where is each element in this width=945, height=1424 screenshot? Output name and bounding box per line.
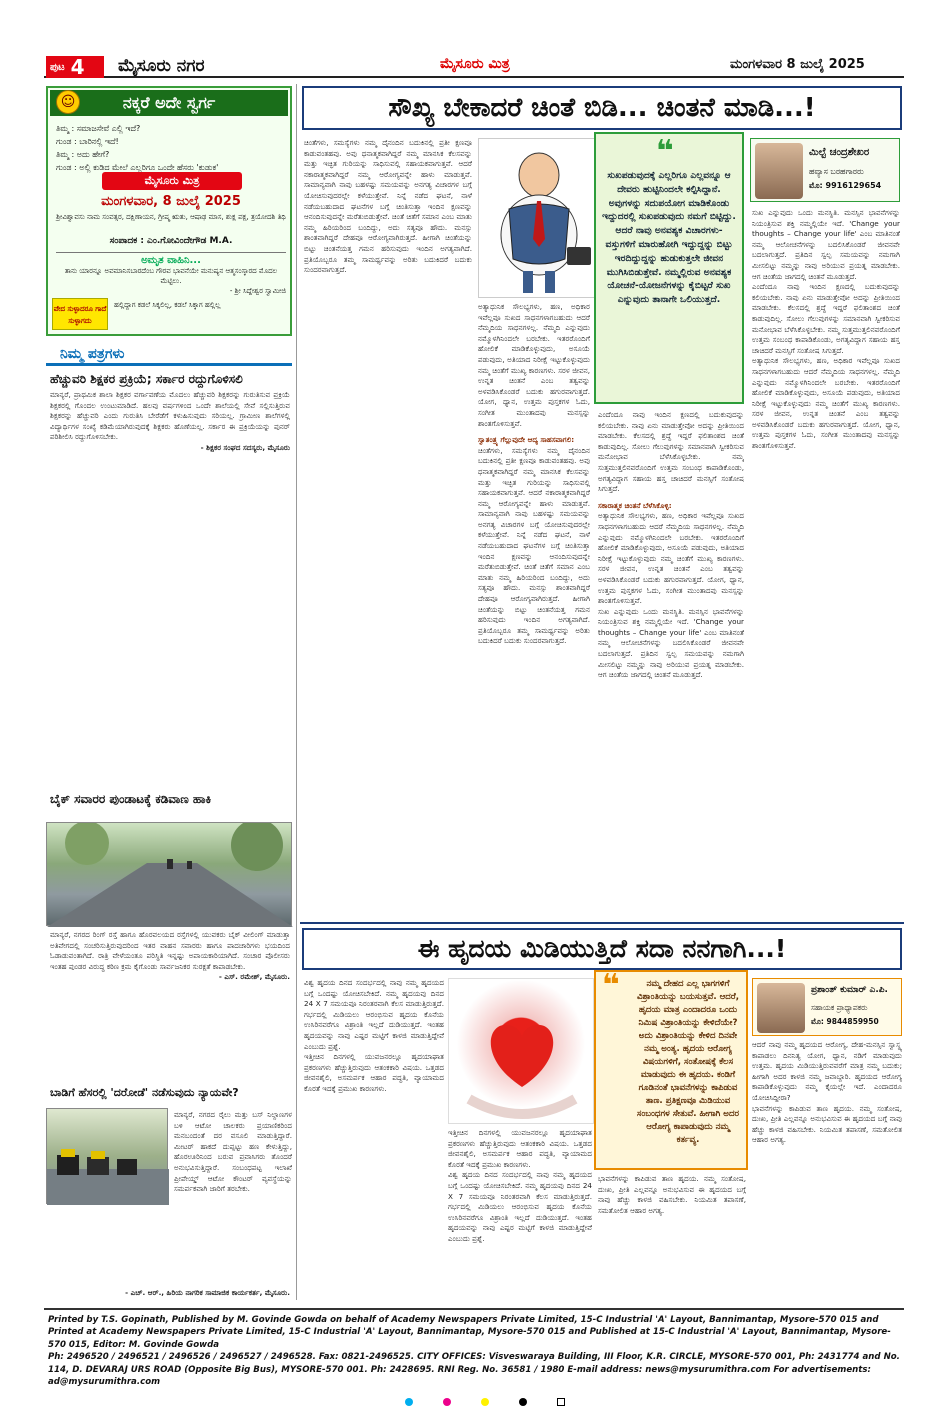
veda-box: ವೇದ ಸುಳ್ಳಾದರೂ ಗಾದೆ ಸುಳ್ಳಾಗದು — [52, 298, 108, 330]
smiley-icon: ☺ — [56, 90, 80, 114]
author-avatar — [757, 983, 805, 1033]
author-role: ಸಹಾಯಕ ಪ್ರಾಧ್ಯಾಪಕರು — [811, 1003, 868, 1012]
heart-image — [448, 978, 594, 1124]
joke-line: ಗುಂಡ : ಬಾರಿನಲ್ಲಿ ಇದೆ! — [56, 137, 119, 146]
article1-col3 — [598, 410, 744, 918]
author-card-1 — [750, 138, 900, 202]
letter-2 — [50, 792, 290, 807]
amrut-text — [56, 266, 286, 296]
author-name: ಮಿಲ್ಟೆ ಚಂದ್ರಶೇಖರ — [809, 147, 870, 158]
letter-body: ಮಾನ್ಯರೆ, ನಗರದ ರಿಂಗ್ ರಸ್ತೆ ಹಾಗೂ ಹೊರವಲಯದ ರಸ್ತೆಗಳಲ್ಲಿ ಯುವಕರು ಬೈಕ್ ವೀಲಿಂಗ್ ಮಾಡುತ್ತಾ ಅತಿವೇಗದಲ್ಲಿ ಸಂಚರಿಸುತ್ತಿರುವುದರಿಂದ ಇತರ ವಾಹನ ಸವಾರರು ಹಾಗೂ ಪಾದಚಾರಿಗಳು ಭಯದಿಂದ ಓಡಾಡುವಂತಾಗಿದೆ. ರಾತ್ರಿ ವೇಳೆಯಂತೂ ಪರಿಸ್ಥಿತಿ ಇನ್ನಷ್ಟು ಅಪಾಯಕಾರಿಯಾಗಿದೆ. ಸಂಚಾರ ಪೊಲೀಸರು ಇಂತಹ ಪುಂಡರ ವಿರುದ್ಧ ಕಠಿಣ ಕ್ರಮ ಕೈಗೊಂಡು ಸಾರ್ವಜನಿಕರ ಸುರಕ್ಷತೆ ಕಾಪಾಡಬೇಕು. — [50, 930, 290, 971]
page-label: ಪುಟ — [50, 61, 65, 73]
contacts: Ph: 2496520 / 2496521 / 2496526 / 2496527 / 2496528. Fax: 0821-2496525. CITY OFFICES: Visveswaraya Building, III Floor, K.R. CIRCLE, MYSORE-570 001, Ph: 2431774 and No. 114, D. DEVARAJ URS ROAD (Opposite Big Bus), MYSORE-570 001. Ph: 2428695. RNI Reg. No. 36581 / 1980 E-mail address: news@mysurumithra.com For advertisements: ad@mysurumithra.com — [48, 1352, 900, 1388]
cartoon-art — [479, 139, 599, 299]
letter-3-text-col — [174, 1110, 292, 1195]
article1-subhead: ಸ್ವಾತಂತ್ರ್ಯ ಗೆಲ್ಲುವುದೇ ಆದ್ಯ ಸಾಹಸವಾಗಲಿ: — [478, 435, 575, 445]
article2-body: ಆದರೆ ನಾವು ನಮ್ಮ ಹೃದಯದ ಆರೋಗ್ಯ, ದೇಹ-ಮನಸ್ಸಿನ ಸ್ವಾಸ್ಥ್ಯ ಕಾಪಾಡಲು ದಿನನಿತ್ಯ ಯೋಗ, ಧ್ಯಾನ, ನಡಿಗೆ ಮಾಡುವುದು ಉತ್ತಮ. ಹೃದಯ ಮಿಡಿಯುತ್ತಿರುವವರೆಗೆ ಮಾತ್ರ ನಮ್ಮ ಬದುಕು; ಹೀಗಾಗಿ ಅದರ ಕಾಳಜಿ ನಮ್ಮ ಜವಾಬ್ದಾರಿ. ಹೃದಯದ ಆರೋಗ್ಯ ಕಾಪಾಡಿಕೊಳ್ಳುವುದು ನಮ್ಮ ಕೈಯಲ್ಲೇ ಇದೆ. ಎಂದಾದರೂ ಯೋಚಿಸಿದ್ದೀರಾ? — [752, 1040, 902, 1102]
author-avatar — [755, 143, 803, 199]
editor-line: ಸಂಪಾದಕ : ಎಂ.ಗೋವಿಂದೇಗೌಡ M.A. — [109, 236, 233, 246]
article2-body: ಇತ್ತೀಚಿನ ದಿನಗಳಲ್ಲಿ ಯುವಜನರಲ್ಲೂ ಹೃದಯಾಘಾತ ಪ್ರಕರಣಗಳು ಹೆಚ್ಚುತ್ತಿರುವುದು ಆತಂಕಕಾರಿ ವಿಷಯ. ಒತ್ತಡದ ಜೀವನಶೈಲಿ, ಅಸಮರ್ಪಕ ಆಹಾರ ಪದ್ಧತಿ, ವ್ಯಾಯಾಮದ ಕೊರತೆ ಇದಕ್ಕೆ ಪ್ರಮುಖ ಕಾರಣಗಳು. — [448, 1128, 592, 1169]
quote-icon: ❝ — [602, 968, 620, 1003]
article1-subhead: ಸಕಾರಾತ್ಮಕ ಚಿಂತನೆ ಬೆಳೆಸಿಕೊಳ್ಳಿ: — [598, 500, 672, 510]
nakkare-title: ನಕ್ಕರೆ ಅದೇ ಸ್ವರ್ಗ — [50, 90, 288, 116]
letter-author: - ಎಚ್. ಆರ್., ಹಿರಿಯ ನಾಗರಿಕ ಸಾಮಾಜಿಕ ಕಾರ್ಯಕರ್ತ, ಮೈಸೂರು. — [125, 1288, 290, 1297]
joke-line: ತಿಮ್ಮ : ಅದು ಹೇಗೆ? — [56, 150, 110, 159]
panchanga: ಶ್ರೀವಿಶ್ವಾವಸು ನಾಮ ಸಂವತ್ಸರ, ದಕ್ಷಿಣಾಯನ, ಗ್ರೀಷ್ಮ ಋತು, ಆಷಾಢ ಮಾಸ, ಶುಕ್ಲ ಪಕ್ಷ, ತ್ರಯೋದಶಿ ತಿಥಿ — [56, 213, 286, 221]
road-photo-art — [47, 823, 293, 927]
article2-body-repeat: ಭಾವನೆಗಳನ್ನು ಕಾಪಿಡುವ ತಾಣ ಹೃದಯ. ನಮ್ಮ ಸಂತೋಷ, ದುಃಖ, ಪ್ರೀತಿ ಎಲ್ಲವನ್ನೂ ಅನುಭವಿಸುವ ಈ ಹೃದಯದ ಬಗ್ಗೆ ನಾವು ಹೆಚ್ಚು ಕಾಳಜಿ ವಹಿಸಬೇಕು. ನಿಯಮಿತ ತಪಾಸಣೆ, ಸಮತೋಲಿತ ಆಹಾರ ಅಗತ್ಯ. — [752, 1103, 902, 1145]
article1-body-repeat: ಅತ್ಯಾಧುನಿಕ ಸೌಲಭ್ಯಗಳು, ಹಣ, ಅಧಿಕಾರ ಇವೆಲ್ಲವೂ ಸುಖದ ಸಾಧನಗಳಾಗಬಹುದು ಆದರೆ ನೆಮ್ಮದಿಯ ಸಾಧನಗಳಲ್ಲ. ನೆಮ್ಮದಿ ಎನ್ನುವುದು ನಮ್ಮೊಳಗಿನಿಂದಲೇ ಬರಬೇಕು. ಇತರರೊಂದಿಗೆ ಹೋಲಿಕೆ ಮಾಡಿಕೊಳ್ಳುವುದು, ಅಸೂಯೆ ಪಡುವುದು, ಅತಿಯಾದ ನಿರೀಕ್ಷೆ ಇಟ್ಟುಕೊಳ್ಳುವುದು ನಮ್ಮ ಚಿಂತೆಗೆ ಮುಖ್ಯ ಕಾರಣಗಳು. ಸರಳ ಜೀವನ, ಉನ್ನತ ಚಿಂತನೆ ಎಂಬ ತತ್ವವನ್ನು ಅಳವಡಿಸಿಕೊಂಡರೆ ಬದುಕು ಹಗುರವಾಗುತ್ತದೆ. ಯೋಗ, ಧ್ಯಾನ, ಉತ್ತಮ ಪುಸ್ತಕಗಳ ಓದು, ಸಂಗೀತ ಮುಂತಾದವು ಮನಸ್ಸನ್ನು ಶಾಂತಗೊಳಿಸುತ್ತವೆ. — [752, 356, 900, 451]
letter-title: ಬಾಡಿಗೆ ಹೆಸರಲ್ಲಿ 'ದರೋಡೆ' ನಡೆಸುವುದು ನ್ಯಾಯವೇ? — [50, 1086, 239, 1099]
author-card-2 — [752, 978, 902, 1036]
article1-body: ಚಿಂತೆಗಳು, ಸಮಸ್ಯೆಗಳು ನಮ್ಮ ದೈನಂದಿನ ಬದುಕಿನಲ್ಲಿ ಪ್ರತೀ ಕ್ಷಣವೂ ಕಾಡುವಂತಹವು. ಅವು ಧನಾತ್ಮಕವಾಗಿದ್ದರೆ ನಮ್ಮ ಮಾನಸಿಕ ಕೆಲಸವನ್ನು ಮತ್ತು ಇಚ್ಛಿತ ಗುರಿಯನ್ನು ಸಾಧಿಸುವಲ್ಲಿ ಸಹಾಯಕವಾಗುತ್ತವೆ. ಆದರೆ ನಕಾರಾತ್ಮಕವಾಗಿದ್ದರೆ ನಮ್ಮ ಆರೋಗ್ಯವನ್ನೇ ಹಾಳು ಮಾಡುತ್ತವೆ. ಸಾಮಾನ್ಯವಾಗಿ ನಾವು ಬಹಳಷ್ಟು ಸಮಯವನ್ನು ಅನಗತ್ಯ ವಿಚಾರಗಳ ಬಗ್ಗೆ ಯೋಚಿಸುವುದರಲ್ಲೇ ಕಳೆಯುತ್ತೇವೆ. ನಿನ್ನೆ ನಡೆದ ಘಟನೆ, ನಾಳೆ ನಡೆಯಬಹುದಾದ ಘಟನೆಗಳ ಬಗ್ಗೆ ಚಿಂತಿಸುತ್ತಾ ಇಂದಿನ ಕ್ಷಣವನ್ನು ಆನಂದಿಸುವುದನ್ನೇ ಮರೆತುಬಿಡುತ್ತೇವೆ. ಚಿಂತೆ ಚಿತೆಗೆ ಸಮಾನ ಎಂಬ ಮಾತು ನಮ್ಮ ಹಿರಿಯರಿಂದ ಬಂದಿದ್ದು, ಅದು ಸತ್ಯವೂ ಹೌದು. ಮನಸ್ಸು ಶಾಂತವಾಗಿದ್ದರೆ ದೇಹವೂ ಆರೋಗ್ಯವಾಗಿರುತ್ತದೆ. ಹೀಗಾಗಿ ಚಿಂತೆಯನ್ನು ಬಿಟ್ಟು ಚಿಂತನೆಯತ್ತ ಗಮನ ಹರಿಸುವುದು ಇಂದಿನ ಅಗತ್ಯವಾಗಿದೆ. ಪ್ರತಿಯೊಬ್ಬರೂ ತಮ್ಮ ಸಾಮರ್ಥ್ಯವನ್ನು ಅರಿತು ಬದುಕಿದರೆ ಬದುಕು ಸುಂದರವಾಗುತ್ತದೆ. — [304, 138, 472, 275]
quote-icon: ❝ — [656, 134, 674, 169]
mini-masthead: ಮೈಸೂರು ಮಿತ್ರ — [102, 172, 242, 190]
mini-date: ಮಂಗಳವಾರ, 8 ಜುಲೈ 2025 — [101, 194, 241, 209]
article1-col4 — [752, 208, 900, 918]
article1-title: ಸೌಖ್ಯ ಬೇಕಾದರೆ ಚಿಂತೆ ಬಿಡಿ... ಚಿಂತನೆ ಮಾಡಿ...! — [302, 86, 902, 130]
author-role: ಹವ್ಯಾಸ ಬರಹಗಾರರು — [809, 167, 864, 176]
amrut-title: ಅಮೃತ ವಾಹಿನಿ... — [56, 252, 286, 266]
yellow-mark — [481, 1398, 489, 1406]
joke-line: ಗುಂಡ : ಅಲ್ಲಿ ಕುಡಿದ ಮೇಲೆ ಎಲ್ಲರಿಗೂ ಒಂದೇ ಹೆಸರು 'ಕುಡುಕ' — [56, 163, 219, 172]
masthead: ಮೈಸೂರು ಮಿತ್ರ — [440, 56, 510, 72]
pullquote-1 — [594, 132, 744, 404]
article1-body: ಅತ್ಯಾಧುನಿಕ ಸೌಲಭ್ಯಗಳು, ಹಣ, ಅಧಿಕಾರ ಇವೆಲ್ಲವೂ ಸುಖದ ಸಾಧನಗಳಾಗಬಹುದು ಆದರೆ ನೆಮ್ಮದಿಯ ಸಾಧನಗಳಲ್ಲ. ನೆಮ್ಮದಿ ಎನ್ನುವುದು ನಮ್ಮೊಳಗಿನಿಂದಲೇ ಬರಬೇಕು. ಇತರರೊಂದಿಗೆ ಹೋಲಿಕೆ ಮಾಡಿಕೊಳ್ಳುವುದು, ಅಸೂಯೆ ಪಡುವುದು, ಅತಿಯಾದ ನಿರೀಕ್ಷೆ ಇಟ್ಟುಕೊಳ್ಳುವುದು ನಮ್ಮ ಚಿಂತೆಗೆ ಮುಖ್ಯ ಕಾರಣಗಳು. ಸರಳ ಜೀವನ, ಉನ್ನತ ಚಿಂತನೆ ಎಂಬ ತತ್ವವನ್ನು ಅಳವಡಿಸಿಕೊಂಡರೆ ಬದುಕು ಹಗುರವಾಗುತ್ತದೆ. ಯೋಗ, ಧ್ಯಾನ, ಉತ್ತಮ ಪುಸ್ತಕಗಳ ಓದು, ಸಂಗೀತ ಮುಂತಾದವು ಮನಸ್ಸನ್ನು ಶಾಂತಗೊಳಿಸುತ್ತವೆ. — [478, 302, 590, 428]
letter-3 — [50, 1086, 290, 1100]
author-name: ಪ್ರಶಾಂತ್ ಕುಮಾರ್ ಎ.ಪಿ. — [811, 985, 888, 995]
author-phone: ಮೊ: 9916129654 — [809, 181, 882, 190]
author-phone: ಮೊ: 9844859950 — [811, 1017, 879, 1026]
joke-lines — [56, 122, 286, 174]
letter-1 — [50, 372, 290, 454]
heart-art — [449, 979, 595, 1125]
bus-stand-photo — [46, 1108, 168, 1204]
road-photo — [46, 822, 292, 926]
letter-body: ಮಾನ್ಯರೆ, ಪ್ರಾಥಮಿಕ ಶಾಲಾ ಶಿಕ್ಷಕರ ವರ್ಗಾವಣೆಯ ಮೊದಲು ಹೆಚ್ಚುವರಿ ಶಿಕ್ಷಕರನ್ನು ಗುರುತಿಸುವ ಪ್ರಕ್ರಿಯೆ ಶಿಕ್ಷಕರಲ್ಲಿ ಗೊಂದಲ ಉಂಟುಮಾಡಿದೆ. ಹಲವು ವರ್ಷಗಳಿಂದ ಒಂದೇ ಶಾಲೆಯಲ್ಲಿ ಸೇವೆ ಸಲ್ಲಿಸುತ್ತಿರುವ ಶಿಕ್ಷಕರನ್ನು ಹೆಚ್ಚುವರಿ ಎಂದು ಗುರುತಿಸಿ ಬೇರೆಡೆಗೆ ಕಳುಹಿಸುವುದು ಸರಿಯಲ್ಲ. ಗ್ರಾಮೀಣ ಶಾಲೆಗಳಲ್ಲಿ ವಿದ್ಯಾರ್ಥಿಗಳ ಸಂಖ್ಯೆ ಕಡಿಮೆಯಾಗಿರುವುದಕ್ಕೆ ಶಿಕ್ಷಕರು ಹೊಣೆಯಲ್ಲ. ಸರ್ಕಾರ ಈ ಪ್ರಕ್ರಿಯೆಯನ್ನು ಪುನರ್ ಪರಿಶೀಲಿಸಿ ರದ್ದುಗೊಳಿಸಬೇಕು. — [50, 390, 290, 442]
pullquote-text: ನಮ್ಮ ದೇಹದ ಎಲ್ಲ ಭಾಗಗಳಿಗೆ ವಿಶ್ರಾಂತಿಯನ್ನು ಬಯಸುತ್ತವೆ. ಆದರೆ, ಹೃದಯ ಮಾತ್ರ ಎಂದಾದರೂ ಒಂದು ನಿಮಿಷ ವಿಶ್ರಾಂತಿಯನ್ನು ಕೇಳಿದೆಯೇ? ಅದು ವಿಶ್ರಾಂತಿಯನ್ನು ಕೇಳಿದ ದಿನವೇ ನಮ್ಮ ಅಂತ್ಯ. ಹೃದಯ ಆರೋಗ್ಯ ವಿಷಯಗಳಿಗೆ, ಸಂತೋಷಕ್ಕೆ ಕೆಲಸ ಮಾಡುವುದು ಈ ಹೃದಯ. ಕಂಡಿಗೆ ಗೂಡಿನಂತೆ ಭಾವನೆಗಳನ್ನು ಕಾಪಿಡುವ ತಾಣ. ಪ್ರತಿಕ್ಷಣವೂ ಮಿಡಿಯುವ ಸಂಬಂಧಗಳ ಸೇತುವೆ. ಹೀಗಾಗಿ ಅದರ ಆರೋಗ್ಯ ಕಾಪಾಡುವುದು ನಮ್ಮ ಕರ್ತವ್ಯ. — [636, 979, 740, 1145]
cyan-mark — [405, 1398, 413, 1406]
letter-author: - ಶಿಕ್ಷಕರ ಸಂಘದ ಸದಸ್ಯರು, ಮೈಸೂರು — [200, 442, 290, 452]
column-divider — [296, 84, 297, 1300]
joke-line: ತಿಮ್ಮ : ಸಮಾಜಸೇವೆ ಎಲ್ಲಿ ಇದೆ? — [56, 124, 141, 133]
section-name: ಮೈಸೂರು ನಗರ — [118, 56, 205, 76]
article2-title: ಈ ಹೃದಯ ಮಿಡಿಯುತ್ತಿದೆ ಸದಾ ನನಗಾಗಿ...! — [302, 928, 902, 970]
cartoon-businessman — [478, 138, 598, 298]
article2-col4 — [752, 1040, 902, 1298]
header-date: ಮಂಗಳವಾರ 8 ಜುಲೈ 2025 — [730, 57, 865, 72]
article1-col2 — [478, 302, 590, 918]
veda-text: ಹಲ್ಲಿದ್ದಾಗ ಕಡಲೆ ಸಿಕ್ಕಲಿಲ್ಲ, ಕಡಲೆ ಸಿಕ್ಕಾಗ ಹಲ್ಲಿಲ್ಲ — [114, 301, 221, 309]
letter-body: ಮಾನ್ಯರೆ, ನಗರದ ರೈಲು ಮತ್ತು ಬಸ್ ನಿಲ್ದಾಣಗಳ ಬಳಿ ಆಟೋ ಚಾಲಕರು ಪ್ರಯಾಣಿಕರಿಂದ ಮನಬಂದಂತೆ ದರ ವಸೂಲಿ ಮಾಡುತ್ತಿದ್ದಾರೆ. ಮೀಟರ್ ಹಾಕದೆ ದುಪ್ಪಟ್ಟು ಹಣ ಕೇಳುತ್ತಿದ್ದು, ಹೊರಊರಿನಿಂದ ಬರುವ ಪ್ರವಾಸಿಗರು ತೊಂದರೆ ಅನುಭವಿಸುತ್ತಿದ್ದಾರೆ. ಸಂಬಂಧಪಟ್ಟ ಇಲಾಖೆ ಪ್ರೀಪೇಯ್ಡ್ ಆಟೋ ಕೌಂಟರ್ ವ್ಯವಸ್ಥೆಯನ್ನು ಸಮರ್ಪಕವಾಗಿ ಜಾರಿಗೆ ತರಬೇಕು. — [174, 1110, 292, 1194]
registration-marks — [360, 1398, 610, 1408]
article2-col3 — [598, 1174, 746, 1298]
amrut-author: - ಶ್ರೀ ಸಿದ್ದೇಶ್ವರ ಸ್ವಾಮೀಜಿ — [229, 287, 286, 295]
article1-body-repeat: ಅತ್ಯಾಧುನಿಕ ಸೌಲಭ್ಯಗಳು, ಹಣ, ಅಧಿಕಾರ ಇವೆಲ್ಲವೂ ಸುಖದ ಸಾಧನಗಳಾಗಬಹುದು ಆದರೆ ನೆಮ್ಮದಿಯ ಸಾಧನಗಳಲ್ಲ. ನೆಮ್ಮದಿ ಎನ್ನುವುದು ನಮ್ಮೊಳಗಿನಿಂದಲೇ ಬರಬೇಕು. ಇತರರೊಂದಿಗೆ ಹೋಲಿಕೆ ಮಾಡಿಕೊಳ್ಳುವುದು, ಅಸೂಯೆ ಪಡುವುದು, ಅತಿಯಾದ ನಿರೀಕ್ಷೆ ಇಟ್ಟುಕೊಳ್ಳುವುದು ನಮ್ಮ ಚಿಂತೆಗೆ ಮುಖ್ಯ ಕಾರಣಗಳು. ಸರಳ ಜೀವನ, ಉನ್ನತ ಚಿಂತನೆ ಎಂಬ ತತ್ವವನ್ನು ಅಳವಡಿಸಿಕೊಂಡರೆ ಬದುಕು ಹಗುರವಾಗುತ್ತದೆ. ಯೋಗ, ಧ್ಯಾನ, ಉತ್ತಮ ಪುಸ್ತಕಗಳ ಓದು, ಸಂಗೀತ ಮುಂತಾದವು ಮನಸ್ಸನ್ನು ಶಾಂತಗೊಳಿಸುತ್ತವೆ. — [598, 511, 744, 606]
letters-title: ನಿಮ್ಮ ಪತ್ರಗಳು — [60, 346, 125, 362]
article2-body-repeat: ಇತ್ತೀಚಿನ ದಿನಗಳಲ್ಲಿ ಯುವಜನರಲ್ಲೂ ಹೃದಯಾಘಾತ ಪ್ರಕರಣಗಳು ಹೆಚ್ಚುತ್ತಿರುವುದು ಆತಂಕಕಾರಿ ವಿಷಯ. ಒತ್ತಡದ ಜೀವನಶೈಲಿ, ಅಸಮರ್ಪಕ ಆಹಾರ ಪದ್ಧತಿ, ವ್ಯಾಯಾಮದ ಕೊರತೆ ಇದಕ್ಕೆ ಪ್ರಮುಖ ಕಾರಣಗಳು. — [304, 1052, 444, 1093]
article2-col1 — [304, 978, 444, 1298]
article2-body: ವಿಶ್ವ ಹೃದಯ ದಿನದ ಸಂದರ್ಭದಲ್ಲಿ ನಾವು ನಮ್ಮ ಹೃದಯದ ಬಗ್ಗೆ ಒಂದಷ್ಟು ಯೋಚಿಸಬೇಕಿದೆ. ನಮ್ಮ ಹೃದಯವು ದಿನದ 24 X 7 ಸಮಯವೂ ನಿರಂತರವಾಗಿ ಕೆಲಸ ಮಾಡುತ್ತಿರುತ್ತದೆ. ಗರ್ಭದಲ್ಲಿ ಮಿಡಿಯಲು ಆರಂಭಿಸುವ ಹೃದಯ ಕೊನೆಯ ಉಸಿರಿನವರೆಗೂ ವಿಶ್ರಾಂತಿ ಇಲ್ಲದೆ ದುಡಿಯುತ್ತದೆ. ಇಂತಹ ಹೃದಯವನ್ನು ನಾವು ಎಷ್ಟರ ಮಟ್ಟಿಗೆ ಕಾಳಜಿ ಮಾಡುತ್ತಿದ್ದೇವೆ ಎಂಬುದು ಪ್ರಶ್ನೆ. — [304, 978, 444, 1051]
amrut-quote: ತಾನು ಯಾರನ್ನೂ ಅವಮಾನಿಸಬಾರದೆಂಬ ಗೌರವ ಭಾವನೆಯೇ ಮನುಷ್ಯನ ಆತ್ಮಸಂಸ್ಕಾರದ ಮೊದಲ ಮೆಟ್ಟಿಲು. — [64, 267, 278, 285]
article2-body: ಭಾವನೆಗಳನ್ನು ಕಾಪಿಡುವ ತಾಣ ಹೃದಯ. ನಮ್ಮ ಸಂತೋಷ, ದುಃಖ, ಪ್ರೀತಿ ಎಲ್ಲವನ್ನೂ ಅನುಭವಿಸುವ ಈ ಹೃದಯದ ಬಗ್ಗೆ ನಾವು ಹೆಚ್ಚು ಕಾಳಜಿ ವಹಿಸಬೇಕು. ನಿಯಮಿತ ತಪಾಸಣೆ, ಸಮತೋಲಿತ ಆಹಾರ ಅಗತ್ಯ. — [598, 1174, 746, 1215]
pullquote-2 — [594, 970, 748, 1170]
article1-body-repeat: ಸುಖ ಎನ್ನುವುದು ಒಂದು ಮನಸ್ಥಿತಿ. ಮನಸ್ಸಿನ ಭಾವನೆಗಳನ್ನು ನಿಯಂತ್ರಿಸುವ ಶಕ್ತಿ ನಮ್ಮಲ್ಲಿಯೇ ಇದೆ. 'Change your thoughts – Change your life' ಎಂಬ ಮಾತಿನಂತೆ ನಮ್ಮ ಆಲೋಚನೆಗಳನ್ನು ಬದಲಿಸಿಕೊಂಡರೆ ಜೀವನವೇ ಬದಲಾಗುತ್ತದೆ. ಪ್ರತಿದಿನ ಸ್ವಲ್ಪ ಸಮಯವನ್ನು ನಮಗಾಗಿ ಮೀಸಲಿಟ್ಟು ನಮ್ಮನ್ನು ನಾವು ಅರಿಯುವ ಪ್ರಯತ್ನ ಮಾಡಬೇಕು. ಆಗ ಚಿಂತೆಯ ಜಾಗದಲ್ಲಿ ಚಿಂತನೆ ಮೂಡುತ್ತದೆ. — [598, 606, 744, 680]
article1-body-repeat: ಚಿಂತೆಗಳು, ಸಮಸ್ಯೆಗಳು ನಮ್ಮ ದೈನಂದಿನ ಬದುಕಿನಲ್ಲಿ ಪ್ರತೀ ಕ್ಷಣವೂ ಕಾಡುವಂತಹವು. ಅವು ಧನಾತ್ಮಕವಾಗಿದ್ದರೆ ನಮ್ಮ ಮಾನಸಿಕ ಕೆಲಸವನ್ನು ಮತ್ತು ಇಚ್ಛಿತ ಗುರಿಯನ್ನು ಸಾಧಿಸುವಲ್ಲಿ ಸಹಾಯಕವಾಗುತ್ತವೆ. ಆದರೆ ನಕಾರಾತ್ಮಕವಾಗಿದ್ದರೆ ನಮ್ಮ ಆರೋಗ್ಯವನ್ನೇ ಹಾಳು ಮಾಡುತ್ತವೆ. ಸಾಮಾನ್ಯವಾಗಿ ನಾವು ಬಹಳಷ್ಟು ಸಮಯವನ್ನು ಅನಗತ್ಯ ವಿಚಾರಗಳ ಬಗ್ಗೆ ಯೋಚಿಸುವುದರಲ್ಲೇ ಕಳೆಯುತ್ತೇವೆ. ನಿನ್ನೆ ನಡೆದ ಘಟನೆ, ನಾಳೆ ನಡೆಯಬಹುದಾದ ಘಟನೆಗಳ ಬಗ್ಗೆ ಚಿಂತಿಸುತ್ತಾ ಇಂದಿನ ಕ್ಷಣವನ್ನು ಆನಂದಿಸುವುದನ್ನೇ ಮರೆತುಬಿಡುತ್ತೇವೆ. ಚಿಂತೆ ಚಿತೆಗೆ ಸಮಾನ ಎಂಬ ಮಾತು ನಮ್ಮ ಹಿರಿಯರಿಂದ ಬಂದಿದ್ದು, ಅದು ಸತ್ಯವೂ ಹೌದು. ಮನಸ್ಸು ಶಾಂತವಾಗಿದ್ದರೆ ದೇಹವೂ ಆರೋಗ್ಯವಾಗಿರುತ್ತದೆ. ಹೀಗಾಗಿ ಚಿಂತೆಯನ್ನು ಬಿಟ್ಟು ಚಿಂತನೆಯತ್ತ ಗಮನ ಹರಿಸುವುದು ಇಂದಿನ ಅಗತ್ಯವಾಗಿದೆ. ಪ್ರತಿಯೊಬ್ಬರೂ ತಮ್ಮ ಸಾಮರ್ಥ್ಯವನ್ನು ಅರಿತು ಬದುಕಿದರೆ ಬದುಕು ಸುಂದರವಾಗುತ್ತದೆ. — [478, 445, 590, 646]
printline-footer — [44, 1308, 904, 1388]
article2-col2 — [448, 1128, 592, 1298]
printline: Printed by T.S. Gopinath, Published by M. Govinde Gowda on behalf of Academy Newspapers Private Limited, 15-C Industrial 'A' Layout, Bannimantap, Mysore-570 015 and Printed at Academy Newspapers Private Limited, 15-C Industrial 'A' Layout, Bannimantap, Mysore-570 015 and Published at 15-C Industrial 'A' Layout, Bannimantap, Mysore-570 015, Editor: M. Govinde Gowda — [48, 1315, 891, 1350]
black-mark — [519, 1398, 527, 1406]
letter-title: ಹೆಚ್ಚುವರಿ ಶಿಕ್ಷಕರ ಪ್ರಕ್ರಿಯೆ; ಸರ್ಕಾರ ರದ್ದುಗೊಳಿಸಲಿ — [50, 372, 243, 386]
article2-body-repeat: ವಿಶ್ವ ಹೃದಯ ದಿನದ ಸಂದರ್ಭದಲ್ಲಿ ನಾವು ನಮ್ಮ ಹೃದಯದ ಬಗ್ಗೆ ಒಂದಷ್ಟು ಯೋಚಿಸಬೇಕಿದೆ. ನಮ್ಮ ಹೃದಯವು ದಿನದ 24 X 7 ಸಮಯವೂ ನಿರಂತರವಾಗಿ ಕೆಲಸ ಮಾಡುತ್ತಿರುತ್ತದೆ. ಗರ್ಭದಲ್ಲಿ ಮಿಡಿಯಲು ಆರಂಭಿಸುವ ಹೃದಯ ಕೊನೆಯ ಉಸಿರಿನವರೆಗೂ ವಿಶ್ರಾಂತಿ ಇಲ್ಲದೆ ದುಡಿಯುತ್ತದೆ. ಇಂತಹ ಹೃದಯವನ್ನು ನಾವು ಎಷ್ಟರ ಮಟ್ಟಿಗೆ ಕಾಳಜಿ ಮಾಡುತ್ತಿದ್ದೇವೆ ಎಂಬುದು ಪ್ರಶ್ನೆ. — [448, 1170, 592, 1243]
bus-stand-art — [47, 1109, 169, 1205]
article-divider — [300, 922, 904, 924]
page-number: 4 — [70, 55, 85, 79]
pullquote-text: ಸುಖಪಡುವುದಕ್ಕೆ ಎಲ್ಲರಿಗೂ ಎಲ್ಲವನ್ನೂ ಆ ದೇವರು ಹುಟ್ಟಿನಿಂದಲೇ ಕಲ್ಪಿಸಿದ್ದಾನೆ. ಅವುಗಳನ್ನು ಸದುಪಯೋಗ ಮಾಡಿಕೊಂಡು ಇದ್ದುದರಲ್ಲಿ ಸುಖಪಡುವುದು ನಮಗೆ ಬಿಟ್ಟಿದ್ದು. ಆದರೆ ನಾವು ಅನವಶ್ಯಕ ವಿಚಾರಗಳು-ವಸ್ತುಗಳಿಗೆ ಮಾರುಹೋಗಿ ಇದ್ದುದ್ದನ್ನು ಬಿಟ್ಟು ಇರದಿದ್ದುದ್ದನ್ನು ಹುಡುಕುತ್ತಲೇ ಜೀವನ ಮುಗಿಸಿಬಿಡುತ್ತೇವೆ. ನಮ್ಮಲ್ಲಿರುವ ಅನವಶ್ಯಕ ಯೋಚನೆ-ಯೋಜನೆಗಳನ್ನು ಕೈಬಿಟ್ಟರೆ ಸುಖ ಎನ್ನುವುದು ತಾನಾಗೇ ಒಲಿಯುತ್ತದೆ. — [602, 170, 736, 306]
article1-body-repeat: ಎಂದೆಂದೂ ನಾವು ಇಂದಿನ ಕ್ಷಣದಲ್ಲಿ ಬದುಕುವುದನ್ನು ಕಲಿಯಬೇಕು. ನಾವು ಏನು ಮಾಡುತ್ತೇವೋ ಅದನ್ನು ಪ್ರೀತಿಯಿಂದ ಮಾಡಬೇಕು. ಕೆಲಸದಲ್ಲಿ ಶ್ರದ್ಧೆ ಇದ್ದರೆ ಫಲಿತಾಂಶದ ಚಿಂತೆ ಕಾಡುವುದಿಲ್ಲ. ಸೋಲು ಗೆಲುವುಗಳನ್ನು ಸಮಾನವಾಗಿ ಸ್ವೀಕರಿಸುವ ಮನೋಭಾವ ಬೆಳೆಸಿಕೊಳ್ಳಬೇಕು. ನಮ್ಮ ಸುತ್ತಮುತ್ತಲಿನವರೊಂದಿಗೆ ಉತ್ತಮ ಸಂಬಂಧ ಕಾಪಾಡಿಕೊಂಡು, ಅಗತ್ಯವಿದ್ದಾಗ ಸಹಾಯ ಹಸ್ತ ಚಾಚಿದರೆ ಮನಸ್ಸಿಗೆ ಸಂತೋಷ ಸಿಗುತ್ತದೆ. — [752, 282, 900, 355]
article1-col1 — [304, 138, 472, 918]
letter-2-text — [50, 930, 290, 983]
article1-body: ಎಂದೆಂದೂ ನಾವು ಇಂದಿನ ಕ್ಷಣದಲ್ಲಿ ಬದುಕುವುದನ್ನು ಕಲಿಯಬೇಕು. ನಾವು ಏನು ಮಾಡುತ್ತೇವೋ ಅದನ್ನು ಪ್ರೀತಿಯಿಂದ ಮಾಡಬೇಕು. ಕೆಲಸದಲ್ಲಿ ಶ್ರದ್ಧೆ ಇದ್ದರೆ ಫಲಿತಾಂಶದ ಚಿಂತೆ ಕಾಡುವುದಿಲ್ಲ. ಸೋಲು ಗೆಲುವುಗಳನ್ನು ಸಮಾನವಾಗಿ ಸ್ವೀಕರಿಸುವ ಮನೋಭಾವ ಬೆಳೆಸಿಕೊಳ್ಳಬೇಕು. ನಮ್ಮ ಸುತ್ತಮುತ್ತಲಿನವರೊಂದಿಗೆ ಉತ್ತಮ ಸಂಬಂಧ ಕಾಪಾಡಿಕೊಂಡು, ಅಗತ್ಯವಿದ್ದಾಗ ಸಹಾಯ ಹಸ್ತ ಚಾಚಿದರೆ ಮನಸ್ಸಿಗೆ ಸಂತೋಷ ಸಿಗುತ್ತದೆ. — [598, 410, 744, 494]
letter-author: - ಎಸ್. ರಮೇಶ್, ಮೈಸೂರು. — [218, 972, 290, 982]
article1-body: ಸುಖ ಎನ್ನುವುದು ಒಂದು ಮನಸ್ಥಿತಿ. ಮನಸ್ಸಿನ ಭಾವನೆಗಳನ್ನು ನಿಯಂತ್ರಿಸುವ ಶಕ್ತಿ ನಮ್ಮಲ್ಲಿಯೇ ಇದೆ. 'Change your thoughts – Change your life' ಎಂಬ ಮಾತಿನಂತೆ ನಮ್ಮ ಆಲೋಚನೆಗಳನ್ನು ಬದಲಿಸಿಕೊಂಡರೆ ಜೀವನವೇ ಬದಲಾಗುತ್ತದೆ. ಪ್ರತಿದಿನ ಸ್ವಲ್ಪ ಸಮಯವನ್ನು ನಮಗಾಗಿ ಮೀಸಲಿಟ್ಟು ನಮ್ಮನ್ನು ನಾವು ಅರಿಯುವ ಪ್ರಯತ್ನ ಮಾಡಬೇಕು. ಆಗ ಚಿಂತೆಯ ಜಾಗದಲ್ಲಿ ಚಿಂತನೆ ಮೂಡುತ್ತದೆ. — [752, 208, 900, 281]
letter-title: ಬೈಕ್ ಸವಾರರ ಪುಂಡಾಟಕ್ಕೆ ಕಡಿವಾಣ ಹಾಕಿ — [50, 792, 212, 806]
crop-mark — [557, 1398, 565, 1406]
page-number-badge — [46, 56, 104, 78]
magenta-mark — [443, 1398, 451, 1406]
